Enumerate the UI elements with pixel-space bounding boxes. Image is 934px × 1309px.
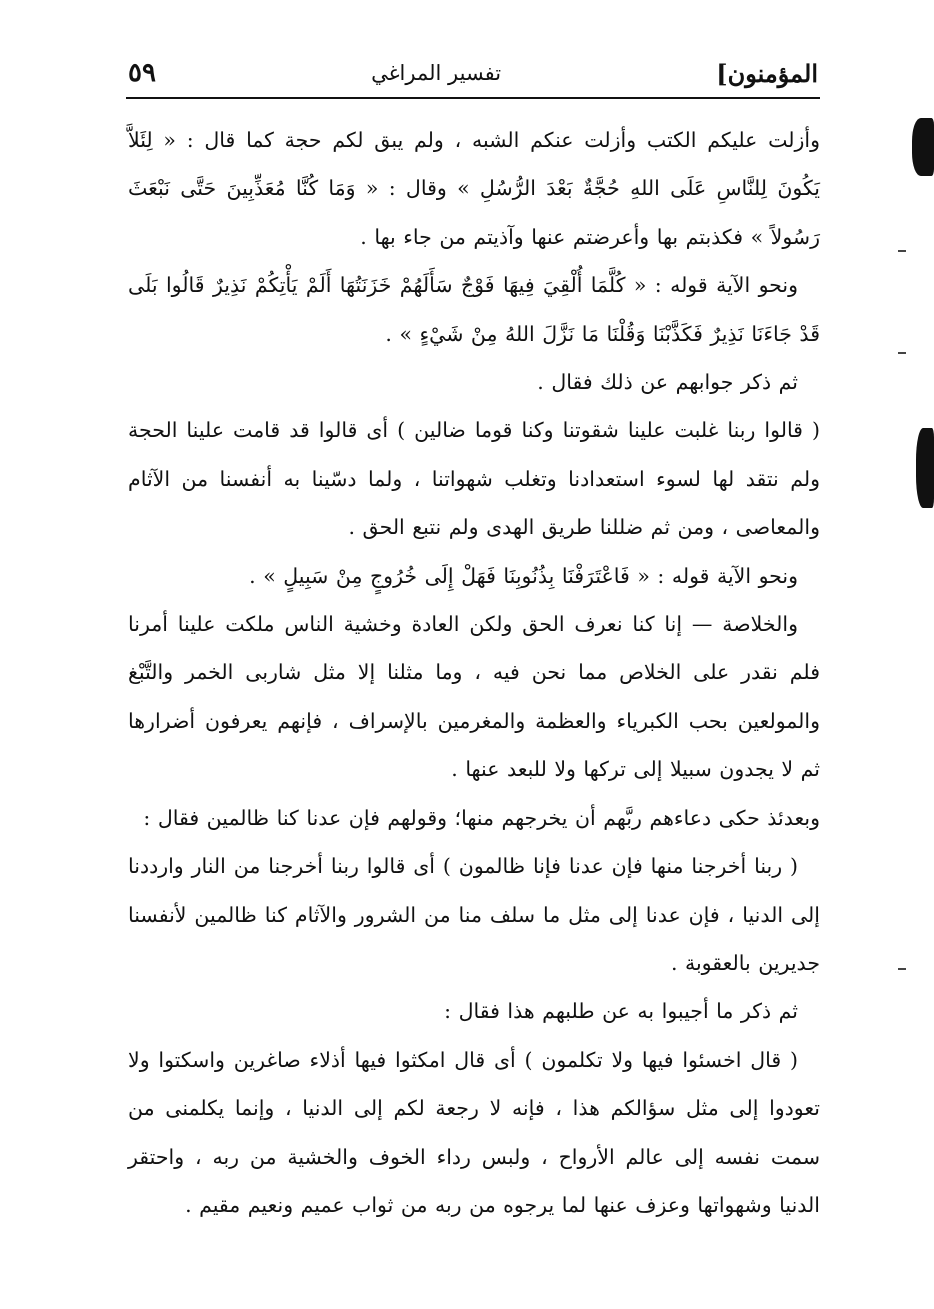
page-number: ٥٩ <box>128 58 156 88</box>
book-title: تفسير المراغي <box>371 61 502 85</box>
scan-mark <box>916 428 934 508</box>
scan-mark <box>898 968 906 970</box>
scan-mark <box>898 250 906 252</box>
body-text <box>128 116 820 1229</box>
paragraph: والخلاصة — إنا كنا نعرف الحق ولكن العادة وخشية الناس ملكت علينا أمرنا فلم نقدر على الخلاص مما نحن فيه ، وما مثلنا إلا مثل شاربى الخمر والتَّبْغ والمولعين بحب الكبرياء والعظمة والمغرمين بالإسراف ، فإنهم يعرفون أضرارها ثم لا يجدون سبيلا إلى تركها ولا للبعد عنها . <box>128 612 820 782</box>
paragraph: ( قال اخسئوا فيها ولا تكلمون ) أى قال امكثوا فيها أذلاء صاغرين واسكتوا ولا تعودوا إلى مثل سؤالكم هذا ، فإنه لا رجعة لكم إلى الدنيا ، وإنما يكلمنى من سمت نفسه إلى عالم الأرواح ، ولبس رداء الخوف والخشية من ربه ، واحتقر الدنيا وشهواتها وعزف عنها لما يرجوه من ربه من ثواب عميم ونعيم مقيم . <box>128 1047 820 1217</box>
paragraph: ونحو الآية قوله : « فَاعْتَرَفْنَا بِذُنُوبِنَا فَهَلْ إِلَى خُرُوجٍ مِنْ سَبِيلٍ » . <box>249 563 798 588</box>
paragraph: ( قالوا ربنا غلبت علينا شقوتنا وكنا قوما ضالين ) أى قالوا قد قامت علينا الحجة ولم نتقد لها لسوء استعدادنا وتغلب شهواتنا ، ولما دسّينا به أنفسنا من الآثام والمعاصى ، ومن ثم ضللنا طريق الهدى ولم نتبع الحق . <box>128 418 820 540</box>
paragraph: وأزلت عليكم الكتب وأزلت عنكم الشبه ، ولم يبق لكم حجة كما قال : « لِئَلاَّ يَكُونَ لِلنَّاسِ عَلَى اللهِ حُجَّةٌ بَعْدَ الرُّسُلِ » وقال : « وَمَا كُنَّا مُعَذِّبِينَ حَتَّى نَبْعَثَ رَسُولاً » فكذبتم بها وأعرضتم عنها وآذيتم من جاء بها . <box>128 128 820 249</box>
scan-mark <box>898 352 906 354</box>
paragraph: ( ربنا أخرجنا منها فإن عدنا فإنا ظالمون ) أى قالوا ربنا أخرجنا من النار وارددنا إلى الدنيا ، فإن عدنا إلى مثل ما سلف منا من الشرور والآثام كنا ظالمين لأنفسنا جديرين بالعقوبة . <box>128 854 820 975</box>
surah-name: المؤمنون] <box>716 58 818 88</box>
paragraph: ونحو الآية قوله : « كُلَّمَا أُلْقِيَ فِيهَا فَوْجٌ سَأَلَهُمْ خَزَنَتُهَا أَلَمْ يَأْتِكُمْ نَذِيرٌ قَالُوا بَلَى قَدْ جَاءَنَا نَذِيرٌ فَكَذَّبْنَا وَقُلْنَا مَا نَزَّلَ اللهُ مِنْ شَيْءٍ » . <box>128 273 820 346</box>
page-header <box>128 48 818 98</box>
header-divider <box>126 97 820 99</box>
scan-mark <box>912 118 934 176</box>
paragraph: ثم ذكر ما أجيبوا به عن طلبهم هذا فقال : <box>444 999 798 1024</box>
paragraph: وبعدئذ حكى دعاءهم ربَّهم أن يخرجهم منها؛ وقولهم فإن عدنا كنا ظالمين فقال : <box>143 805 820 830</box>
paragraph: ثم ذكر جوابهم عن ذلك فقال . <box>537 370 798 395</box>
